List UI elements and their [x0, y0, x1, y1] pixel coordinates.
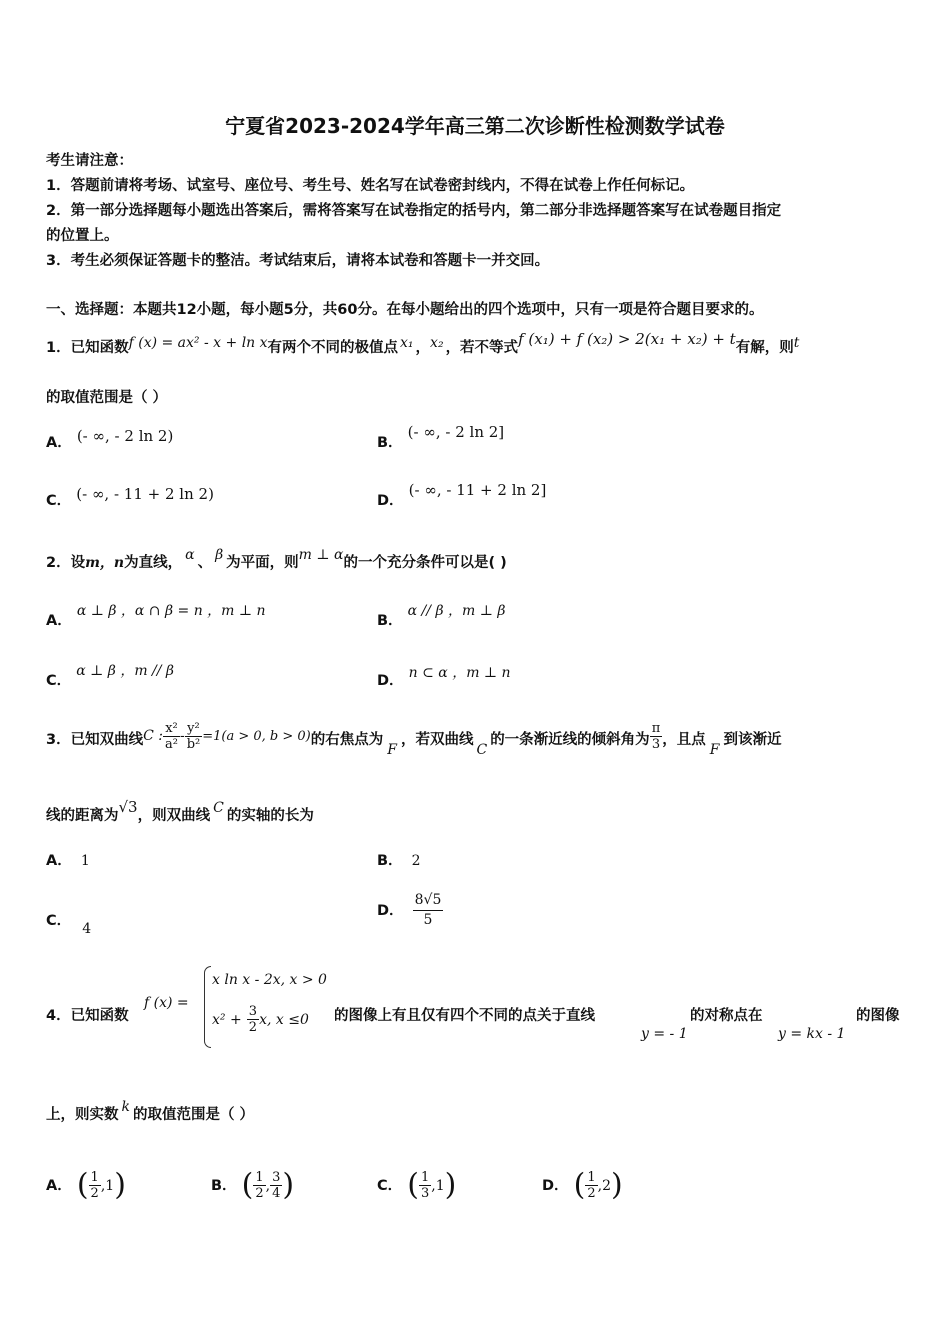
open-paren: ( [76, 1167, 89, 1203]
option-label: A． [46, 853, 72, 869]
q4-text-2: 的图像上有且仅有四个不同的点关于直线 [334, 1008, 595, 1024]
option-math: α ⊥ β ，α ∩ β = n ，m ⊥ n [76, 603, 266, 619]
q3-text-7: 线的距离为 [46, 808, 119, 824]
question-4-stem-cont [46, 1099, 255, 1125]
close-paren: ) [611, 1167, 623, 1203]
q2-option-a[interactable] [46, 603, 266, 631]
q2-text-3: 为平面，则 [226, 555, 299, 571]
option-label: C． [377, 1178, 403, 1194]
notice-item-2-cont: 的位置上。 [46, 228, 119, 244]
option-label: A． [46, 1178, 72, 1194]
question-3-stem [46, 718, 781, 762]
q1-x1: x₁ [400, 335, 414, 351]
q3-eq-suffix: =1(a > 0, b > 0) [202, 729, 311, 744]
q3-minus: - [179, 728, 185, 744]
q4-case-2a: x² + [212, 1012, 242, 1028]
q1-option-d[interactable] [377, 481, 547, 511]
q3-F2: F [709, 742, 720, 758]
question-1-stem-cont: 的取值范围是（ ） [46, 390, 168, 406]
option-rest: ,1 [100, 1178, 115, 1194]
q3-C2: C [213, 800, 224, 816]
q4-f-label: f (x) = [144, 995, 189, 1011]
q1-comma: ， [415, 340, 431, 356]
q3-text-1: 3．已知双曲线 [46, 732, 144, 748]
notice-heading: 考生请注意： [46, 153, 133, 169]
q1-function: f (x) = ax² - x + ln x [128, 335, 268, 351]
q2-option-b[interactable] [377, 603, 506, 631]
option-fraction: $\frac{1}{3}$ [420, 1170, 430, 1201]
close-paren: ) [114, 1167, 126, 1203]
option-label: C． [46, 673, 72, 689]
q4-case-2b: x, x ≤0 [259, 1012, 309, 1028]
q3-eq-prefix: C : [143, 728, 163, 744]
q3-F: F [387, 742, 397, 758]
q4-line-1: y = - 1 [641, 1026, 688, 1042]
q1-t: t [793, 335, 800, 351]
q4-case-2 [212, 1004, 309, 1035]
q4-option-d[interactable] [542, 1162, 623, 1209]
q2-beta: β [215, 547, 224, 563]
option-label: A． [46, 435, 72, 451]
option-label: C． [46, 913, 72, 929]
question-1-stem [46, 330, 800, 358]
q3-sqrt3: √3 [118, 798, 138, 816]
q3-C: C [476, 742, 488, 758]
option-math: (- ∞, - 2 ln 2) [76, 427, 174, 445]
q3-text-9: 的实轴的长为 [226, 808, 314, 824]
q1-option-b[interactable] [377, 423, 505, 453]
q4-text-1: 4．已知函数 [46, 1008, 129, 1024]
q1-option-a[interactable] [46, 427, 174, 453]
option-math: α // β ，m ⊥ β [407, 603, 506, 619]
q2-mn: m，n [85, 555, 125, 571]
q3-frac-x: $\frac{\text{x²}}{\text{a²}}$ [164, 720, 178, 752]
q4-text-5: 上，则实数 [46, 1107, 119, 1123]
option-label: C． [46, 493, 72, 509]
option-math: (- ∞, - 2 ln 2] [407, 423, 505, 441]
option-label: B． [377, 853, 403, 869]
q4-option-a[interactable] [46, 1162, 126, 1209]
q3-frac-pi: $\frac{\pi}{3}$ [651, 720, 661, 752]
close-paren: ) [444, 1167, 457, 1203]
q3-text-5: ，且点 [662, 732, 706, 748]
option-rest: ,1 [431, 1178, 445, 1194]
question-2-stem [46, 547, 507, 573]
q4-line-2: y = kx - 1 [778, 1026, 846, 1042]
option-label: A． [46, 613, 72, 629]
page-title: 宁夏省2023-2024学年高三第二次诊断性检测数学试卷 [225, 114, 725, 138]
question-3-stem-cont [46, 798, 314, 826]
q4-text-4: 的图像 [856, 1008, 900, 1024]
option-fraction: $\frac{8√5}{5}$ [414, 892, 442, 928]
notice-item-2: 2．第一部分选择题每小题选出答案后，需将答案写在试卷指定的括号内，第二部分非选择题答案写在试卷题目指定 [46, 203, 782, 219]
option-fraction-1: $\frac{1}{2}$ [255, 1170, 264, 1201]
q3-text-6: 到该渐近 [723, 732, 782, 748]
q3-text-2: 的右焦点为 [310, 732, 384, 748]
q3-text-3: ，若双曲线 [400, 732, 474, 748]
option-sep: , [265, 1178, 271, 1194]
notice-item-3: 3．考生必须保证答题卡的整洁。考试结束后，请将本试卷和答题卡一并交回。 [46, 253, 550, 269]
q3-option-a[interactable] [46, 850, 90, 871]
option-fraction-2: $\frac{3}{4}$ [272, 1170, 281, 1201]
question-4-intro [46, 1006, 129, 1026]
option-math: 4 [82, 921, 92, 937]
option-fraction: $\frac{1}{2}$ [90, 1170, 99, 1201]
q3-option-d[interactable] [377, 890, 443, 931]
open-paren: ( [241, 1167, 254, 1203]
q2-text-4: 的一个充分条件可以是( ) [343, 555, 507, 571]
option-math: (- ∞, - 11 + 2 ln 2] [408, 481, 547, 499]
q2-option-d[interactable] [377, 665, 511, 691]
option-math: α ⊥ β ，m // β [76, 663, 175, 679]
option-fraction: $\frac{1}{2}$ [587, 1170, 596, 1201]
q4-case-2-frac: $\frac{3}{2}$ [248, 1004, 258, 1035]
q2-alpha: α [185, 547, 195, 563]
q1-inequality: f (x₁) + f (x₂) > 2(x₁ + x₂) + t [518, 330, 736, 348]
open-paren: ( [573, 1167, 586, 1203]
q1-text-2: 有两个不同的极值点 [267, 340, 399, 356]
option-label: B． [211, 1178, 237, 1194]
option-rest: ,2 [597, 1178, 611, 1194]
option-math: n ⊂ α ，m ⊥ n [408, 665, 511, 681]
option-label: D． [542, 1178, 569, 1194]
q3-option-c[interactable] [46, 910, 92, 937]
open-paren: ( [407, 1167, 419, 1203]
q1-x2: x₂ [430, 335, 444, 351]
q3-frac-y: $\frac{\text{y²}}{\text{b²}}$ [186, 720, 201, 752]
option-label: D． [377, 903, 404, 919]
q4-case-1: x ln x - 2x, x > 0 [212, 972, 327, 988]
q4-k: k [121, 1099, 130, 1115]
q1-text-3: ，若不等式 [445, 340, 519, 356]
q2-option-c[interactable] [46, 663, 175, 691]
q1-option-c[interactable] [46, 485, 214, 511]
q4-brace [204, 966, 211, 1048]
option-math: (- ∞, - 11 + 2 ln 2) [76, 485, 214, 503]
q4-option-c[interactable] [377, 1162, 456, 1209]
q1-text-1: 1．已知函数 [46, 340, 129, 356]
option-label: B． [377, 435, 403, 451]
q4-text-6: 的取值范围是（ ） [132, 1107, 255, 1123]
section-heading: 一、选择题：本题共12小题，每小题5分，共60分。在每小题给出的四个选项中，只有一项是符合题目要求的。 [46, 302, 764, 318]
q2-sep: 、 [197, 555, 213, 571]
q2-text-2: 为直线， [124, 555, 183, 571]
q4-text-3: 的对称点在 [690, 1008, 763, 1024]
q3-option-b[interactable] [377, 850, 421, 871]
option-label: D． [377, 493, 404, 509]
q2-condition: m ⊥ α [298, 547, 344, 563]
option-label: D． [377, 673, 404, 689]
q3-text-4: 的一条渐近线的倾斜角为 [490, 732, 650, 748]
notice-item-1: 1．答题前请将考场、试室号、座位号、考生号、姓名写在试卷密封线内，不得在试卷上作任何标记。 [46, 178, 695, 194]
q3-text-8: ，则双曲线 [137, 808, 211, 824]
close-paren: ) [282, 1167, 295, 1203]
option-math: 2 [411, 853, 421, 869]
option-label: B． [377, 613, 403, 629]
q1-text-4: 有解，则 [735, 340, 794, 356]
option-math: 1 [80, 853, 90, 869]
q2-text-1: 2．设 [46, 555, 86, 571]
q4-option-b[interactable] [211, 1162, 294, 1209]
